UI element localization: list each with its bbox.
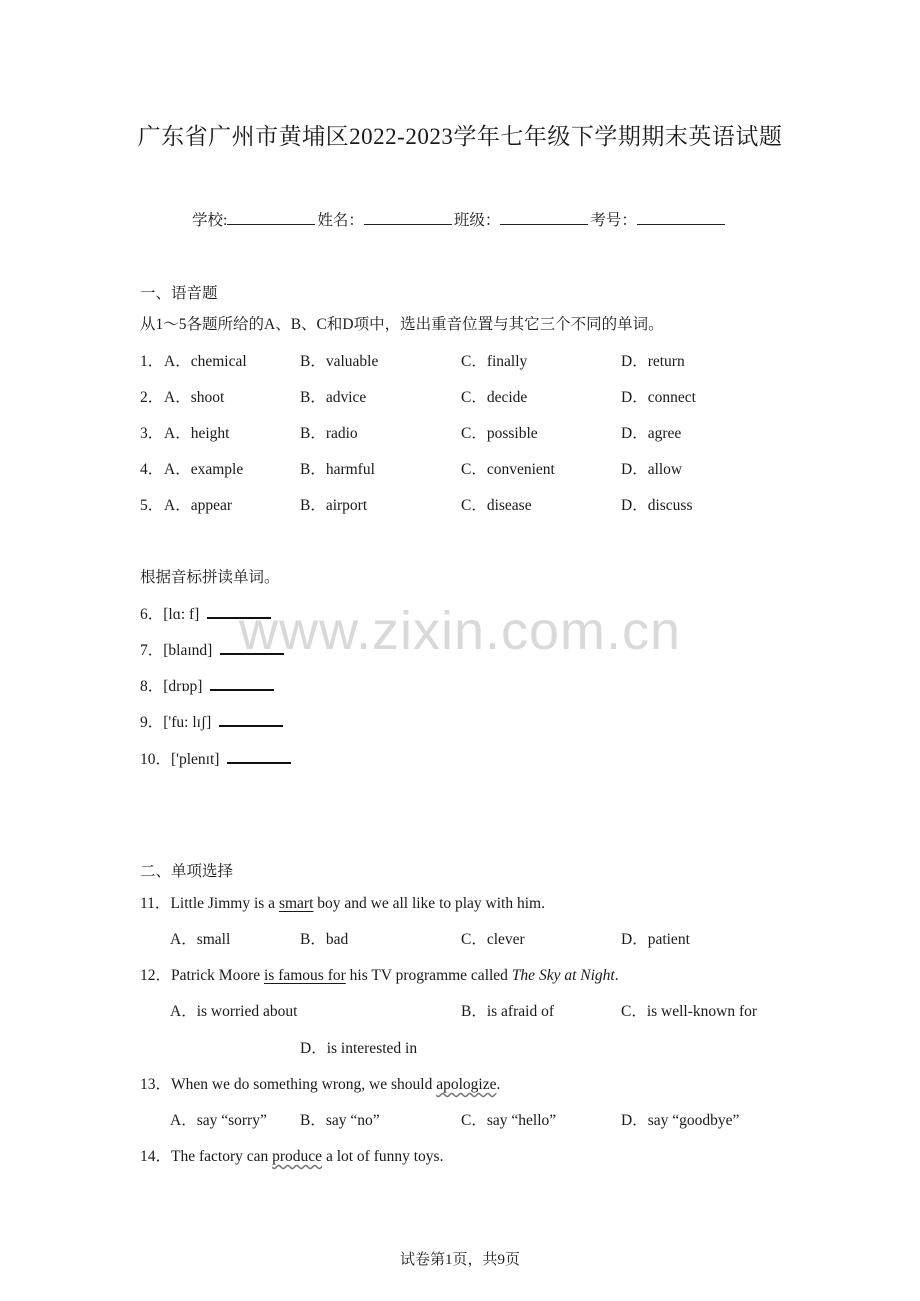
question-stem (140, 1072, 500, 1094)
question-number: 4． (140, 461, 164, 478)
exam-number-label: 考号： (590, 212, 637, 229)
option-d[interactable]: D．say “goodbye” (621, 1112, 740, 1129)
option-c[interactable]: C．is well-known for (621, 1003, 758, 1020)
question-number: 6． (140, 606, 164, 623)
phonetic-item (140, 747, 291, 769)
option-d[interactable]: D．return (621, 353, 685, 370)
page-footer: 试卷第1页，共9页 (399, 1252, 520, 1268)
stem-text: his TV programme called (345, 967, 512, 984)
option-d[interactable]: D．discuss (621, 497, 693, 514)
option-c[interactable]: C．decide (461, 389, 528, 406)
phonetic-item (140, 674, 274, 696)
option-c[interactable]: C．possible (461, 425, 538, 442)
option-a[interactable]: A．height (164, 425, 230, 442)
question-number: 12． (140, 967, 172, 984)
question-stem (140, 891, 545, 913)
question-number: 10． (140, 751, 172, 768)
option-d[interactable]: D．agree (621, 425, 682, 442)
option-a[interactable]: A．say “sorry” (170, 1112, 267, 1129)
stem-text: Little Jimmy is a (170, 895, 279, 912)
phonetic-transcription: [drɒp] (163, 678, 203, 695)
stem-text: Patrick Moore (171, 967, 264, 984)
question-number: 14． (140, 1148, 172, 1165)
watermark: www.zixin.com.cn (238, 601, 682, 661)
option-d[interactable]: D．patient (621, 931, 690, 948)
question-number: 2． (140, 389, 164, 406)
class-label: 班级： (453, 212, 501, 229)
question-number: 9． (140, 714, 164, 731)
option-c[interactable]: C．convenient (461, 461, 555, 478)
option-c[interactable]: C．clever (461, 931, 525, 948)
school-field[interactable] (227, 210, 315, 225)
option-b[interactable]: B．say “no” (300, 1112, 380, 1129)
option-a[interactable]: A．example (164, 461, 244, 478)
option-a[interactable]: A．shoot (164, 389, 225, 406)
question-stem (140, 963, 619, 985)
answer-blank[interactable] (219, 713, 283, 727)
phonetic-item (140, 710, 283, 732)
option-a[interactable]: A．is worried about (170, 1003, 298, 1020)
question-number: 11． (140, 895, 171, 912)
exam-number-field[interactable] (637, 210, 725, 225)
underlined-phrase: is famous for (264, 967, 346, 984)
stem-text: a lot of funny toys. (322, 1148, 444, 1165)
option-c[interactable]: C．disease (461, 497, 532, 514)
underlined-word: smart (278, 895, 314, 912)
name-field[interactable] (364, 210, 452, 225)
section-heading: 一、语音题 (140, 285, 218, 302)
answer-blank[interactable] (210, 677, 274, 691)
programme-title: The Sky at Night (511, 967, 615, 984)
phonetic-transcription: ['plenɪt] (171, 751, 220, 768)
option-d[interactable]: D．allow (621, 461, 683, 478)
phonetic-transcription: [lɑ: f] (163, 606, 200, 623)
question-number: 1． (140, 353, 164, 370)
student-info-line (192, 208, 727, 230)
option-a[interactable]: A．appear (164, 497, 232, 514)
page-title: 广东省广州市黄埔区2022-2023学年七年级下学期期末英语试题 (137, 124, 783, 149)
stem-text: . (614, 967, 619, 984)
question-number: 7． (140, 642, 164, 659)
option-c[interactable]: C．say “hello” (461, 1112, 557, 1129)
option-d[interactable]: D．connect (621, 389, 696, 406)
stem-text: boy and we all like to play with him. (313, 895, 545, 912)
phonetic-instruction: 根据音标拼读单词。 (140, 569, 280, 586)
option-b[interactable]: B．valuable (300, 353, 379, 370)
name-label: 姓名： (317, 212, 364, 229)
question-stem (140, 1144, 443, 1166)
stem-text: When we do something wrong, we should (171, 1076, 437, 1093)
question-number: 13． (140, 1076, 172, 1093)
option-b[interactable]: B．bad (300, 931, 349, 948)
option-b[interactable]: B．is afraid of (461, 1003, 554, 1020)
phonetic-transcription: [blaɪnd] (163, 642, 213, 659)
stem-text: . (496, 1076, 501, 1093)
section-heading: 二、单项选择 (140, 863, 234, 880)
option-d[interactable]: D．is interested in (300, 1040, 418, 1057)
option-c[interactable]: C．finally (461, 353, 528, 370)
question-number: 3． (140, 425, 164, 442)
answer-blank[interactable] (227, 750, 291, 764)
option-b[interactable]: B．airport (300, 497, 368, 514)
question-number: 8． (140, 678, 164, 695)
phonetic-transcription: ['fu: lɪʃ] (163, 714, 212, 731)
stem-text: The factory can (171, 1148, 273, 1165)
option-b[interactable]: B．advice (300, 389, 367, 406)
underlined-word: apologize (436, 1076, 497, 1093)
option-a[interactable]: A．chemical (164, 353, 247, 370)
underlined-word: produce (272, 1148, 323, 1165)
option-b[interactable]: B．harmful (300, 461, 375, 478)
section-instruction: 从1～5各题所给的A、B、C和D项中，选出重音位置与其它三个不同的单词。 (140, 316, 664, 333)
class-field[interactable] (500, 210, 588, 225)
option-a[interactable]: A．small (170, 931, 231, 948)
question-number: 5． (140, 497, 164, 514)
school-label: 学校: (192, 212, 228, 229)
option-b[interactable]: B．radio (300, 425, 358, 442)
